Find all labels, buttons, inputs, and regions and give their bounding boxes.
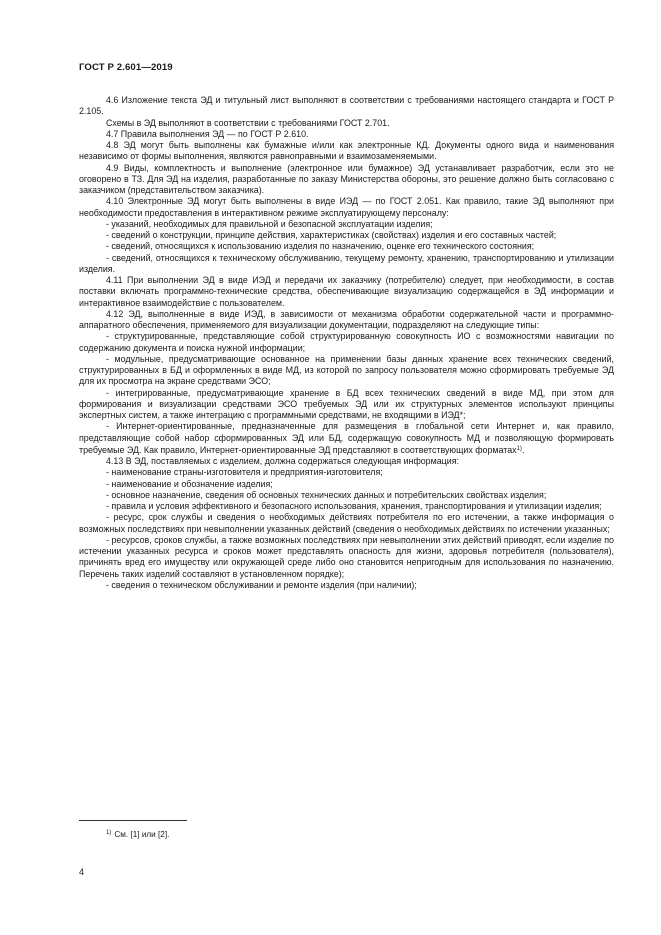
list-item: - наименование и обозначение изделия; — [106, 478, 273, 489]
list-item: - сведений о конструкции, принципе действия, характеристиках (свойствах) изделия и его составных частей; — [106, 230, 557, 240]
list-item: - основное назначение, сведения об основных технических данных и потребительских свойствах изделия; — [106, 489, 547, 500]
list-item: - модульные, предусматривающие основанное на применении базы данных хранение всех технических сведений, структурированных в БД и оформленных в виде МД, из которой по запросу пользователя можно сформировать требуемые ЭД для их просмотра на экране средствами ЭСО; — [79, 353, 614, 387]
paragraph-4-6: 4.6 Изложение текста ЭД и титульный лист выполняют в соответствии с требованиями настоящего стандарта и ГОСТ Р 2.105. — [79, 95, 614, 117]
list-item: - сведений, относящихся к использованию изделия по назначению, оценке его технического состояния; — [106, 241, 535, 252]
list-item-internet — [79, 421, 614, 456]
footnote-text: См. [1] или [2]. — [114, 830, 170, 839]
footnote — [106, 830, 169, 839]
footnote-reference: 1) — [516, 445, 522, 452]
list-item: - наименование страны-изготовителя и предприятия-изготовителя; — [106, 467, 383, 478]
paragraph-4-8: 4.8 ЭД могут быть выполнены как бумажные и/или как электронные КД. Документы одного вида и наименования независимо от формы выполнения, являются равноправными и взаимозаменяемыми. — [79, 140, 614, 162]
list-item: - ресурс, срок службы и сведения о необходимых действиях потребителя по его истечении, а также информация о возможных последствиях при невыполнении указанных действий (сведения о необходимых действиях по истечении указанных; — [79, 512, 614, 534]
footnote-mark: 1) — [106, 830, 112, 836]
document-header: ГОСТ Р 2.601—2019 — [79, 62, 173, 73]
list-item-tail: . — [521, 444, 525, 455]
paragraph-4-10: 4.10 Электронные ЭД могут быть выполнены в виде ИЭД — по ГОСТ 2.051. Как правило, такие ЭД выполняют при необходимости предоставления в интерактивном режиме эксплуатирующему персоналу: — [79, 196, 614, 218]
paragraph-4-7: 4.7 Правила выполнения ЭД — по ГОСТ Р 2.610. — [106, 128, 309, 139]
paragraph-schemes: Схемы в ЭД выполняют в соответствии с требованиями ГОСТ 2.701. — [106, 117, 390, 128]
list-item: - указаний, необходимых для правильной и безопасной эксплуатации изделия; — [106, 218, 433, 229]
paragraph-4-12: 4.12 ЭД, выполненные в виде ИЭД, в зависимости от механизма обработки содержательной части и программно-аппаратного обеспечения, применяемого для визуализации документации, подразделяют на следующие типы: — [79, 308, 614, 330]
paragraph-4-9: 4.9 Виды, комплектность и выполнение (электронное или бумажное) ЭД устанавливает разработчик, если это не оговорено в ТЗ. Для ЭД на изделия, разработанные по заказу Министерства обороны, это решение должно быть согласовано с заказчиком (представительством заказчика). — [79, 162, 614, 195]
list-item: - структурированные, представляющие собой структурированную совокупность ИО с возможностями навигации по содержанию документа и поиска нужной информации; — [79, 331, 614, 353]
document-body — [79, 95, 614, 591]
paragraph-4-11: 4.11 При выполнении ЭД в виде ИЭД и передачи их заказчику (потребителю) следует, при необходимости, в состав поставки включать программно-технические средства, обеспечивающие визуализацию содержащейся в ЭД информации и интерактивное взаимодействие с пользователем. — [79, 275, 614, 308]
list-item: - ресурсов, сроков службы, а также возможных последствиях при невыполнении этих действий приводят, если изделие по истечении указанных ресурса и сроков может представлять опасность для жизни, здоровья потребителя (пользователя), причинять вред его имуществу или окружающей среде либо оно становится непригодным для использования по назначению. Перечень таких изделий составляют в установленном порядке); — [79, 534, 614, 579]
list-item: - интегрированные, предусматривающие хранение в БД всех технических сведений в виде МД, при этом для формирования и визуализации средствами ЭСО требуемых ЭД или их структурных элементов используют принципы экспертных систем, а также интеграцию с программными средствами, не входящими в ИЭД*; — [79, 387, 614, 420]
page-number: 4 — [79, 867, 85, 877]
list-item: - сведения о техническом обслуживании и ремонте изделия (при наличии); — [106, 579, 417, 590]
list-item-text: - Интернет-ориентированные, предназначенные для размещения в глобальной сети Интернет и, как правило, представляющие собой набор сформированных ЭД или БД, содержащую совокупность МД и позволяющую формировать требуемые ЭД. Как правило, Интернет-ориентированные ЭД представляют в соответствующих форматах — [79, 421, 614, 455]
footnote-divider — [79, 820, 187, 821]
list-item: - сведений, относящихся к техническому обслуживанию, текущему ремонту, хранению, транспортированию и утилизации изделия. — [79, 252, 614, 274]
paragraph-4-13: 4.13 В ЭД, поставляемых с изделием, должна содержаться следующая информация: — [106, 456, 459, 466]
list-item: - правила и условия эффективного и безопасного использования, хранения, транспортирования и утилизации изделия; — [106, 501, 602, 511]
